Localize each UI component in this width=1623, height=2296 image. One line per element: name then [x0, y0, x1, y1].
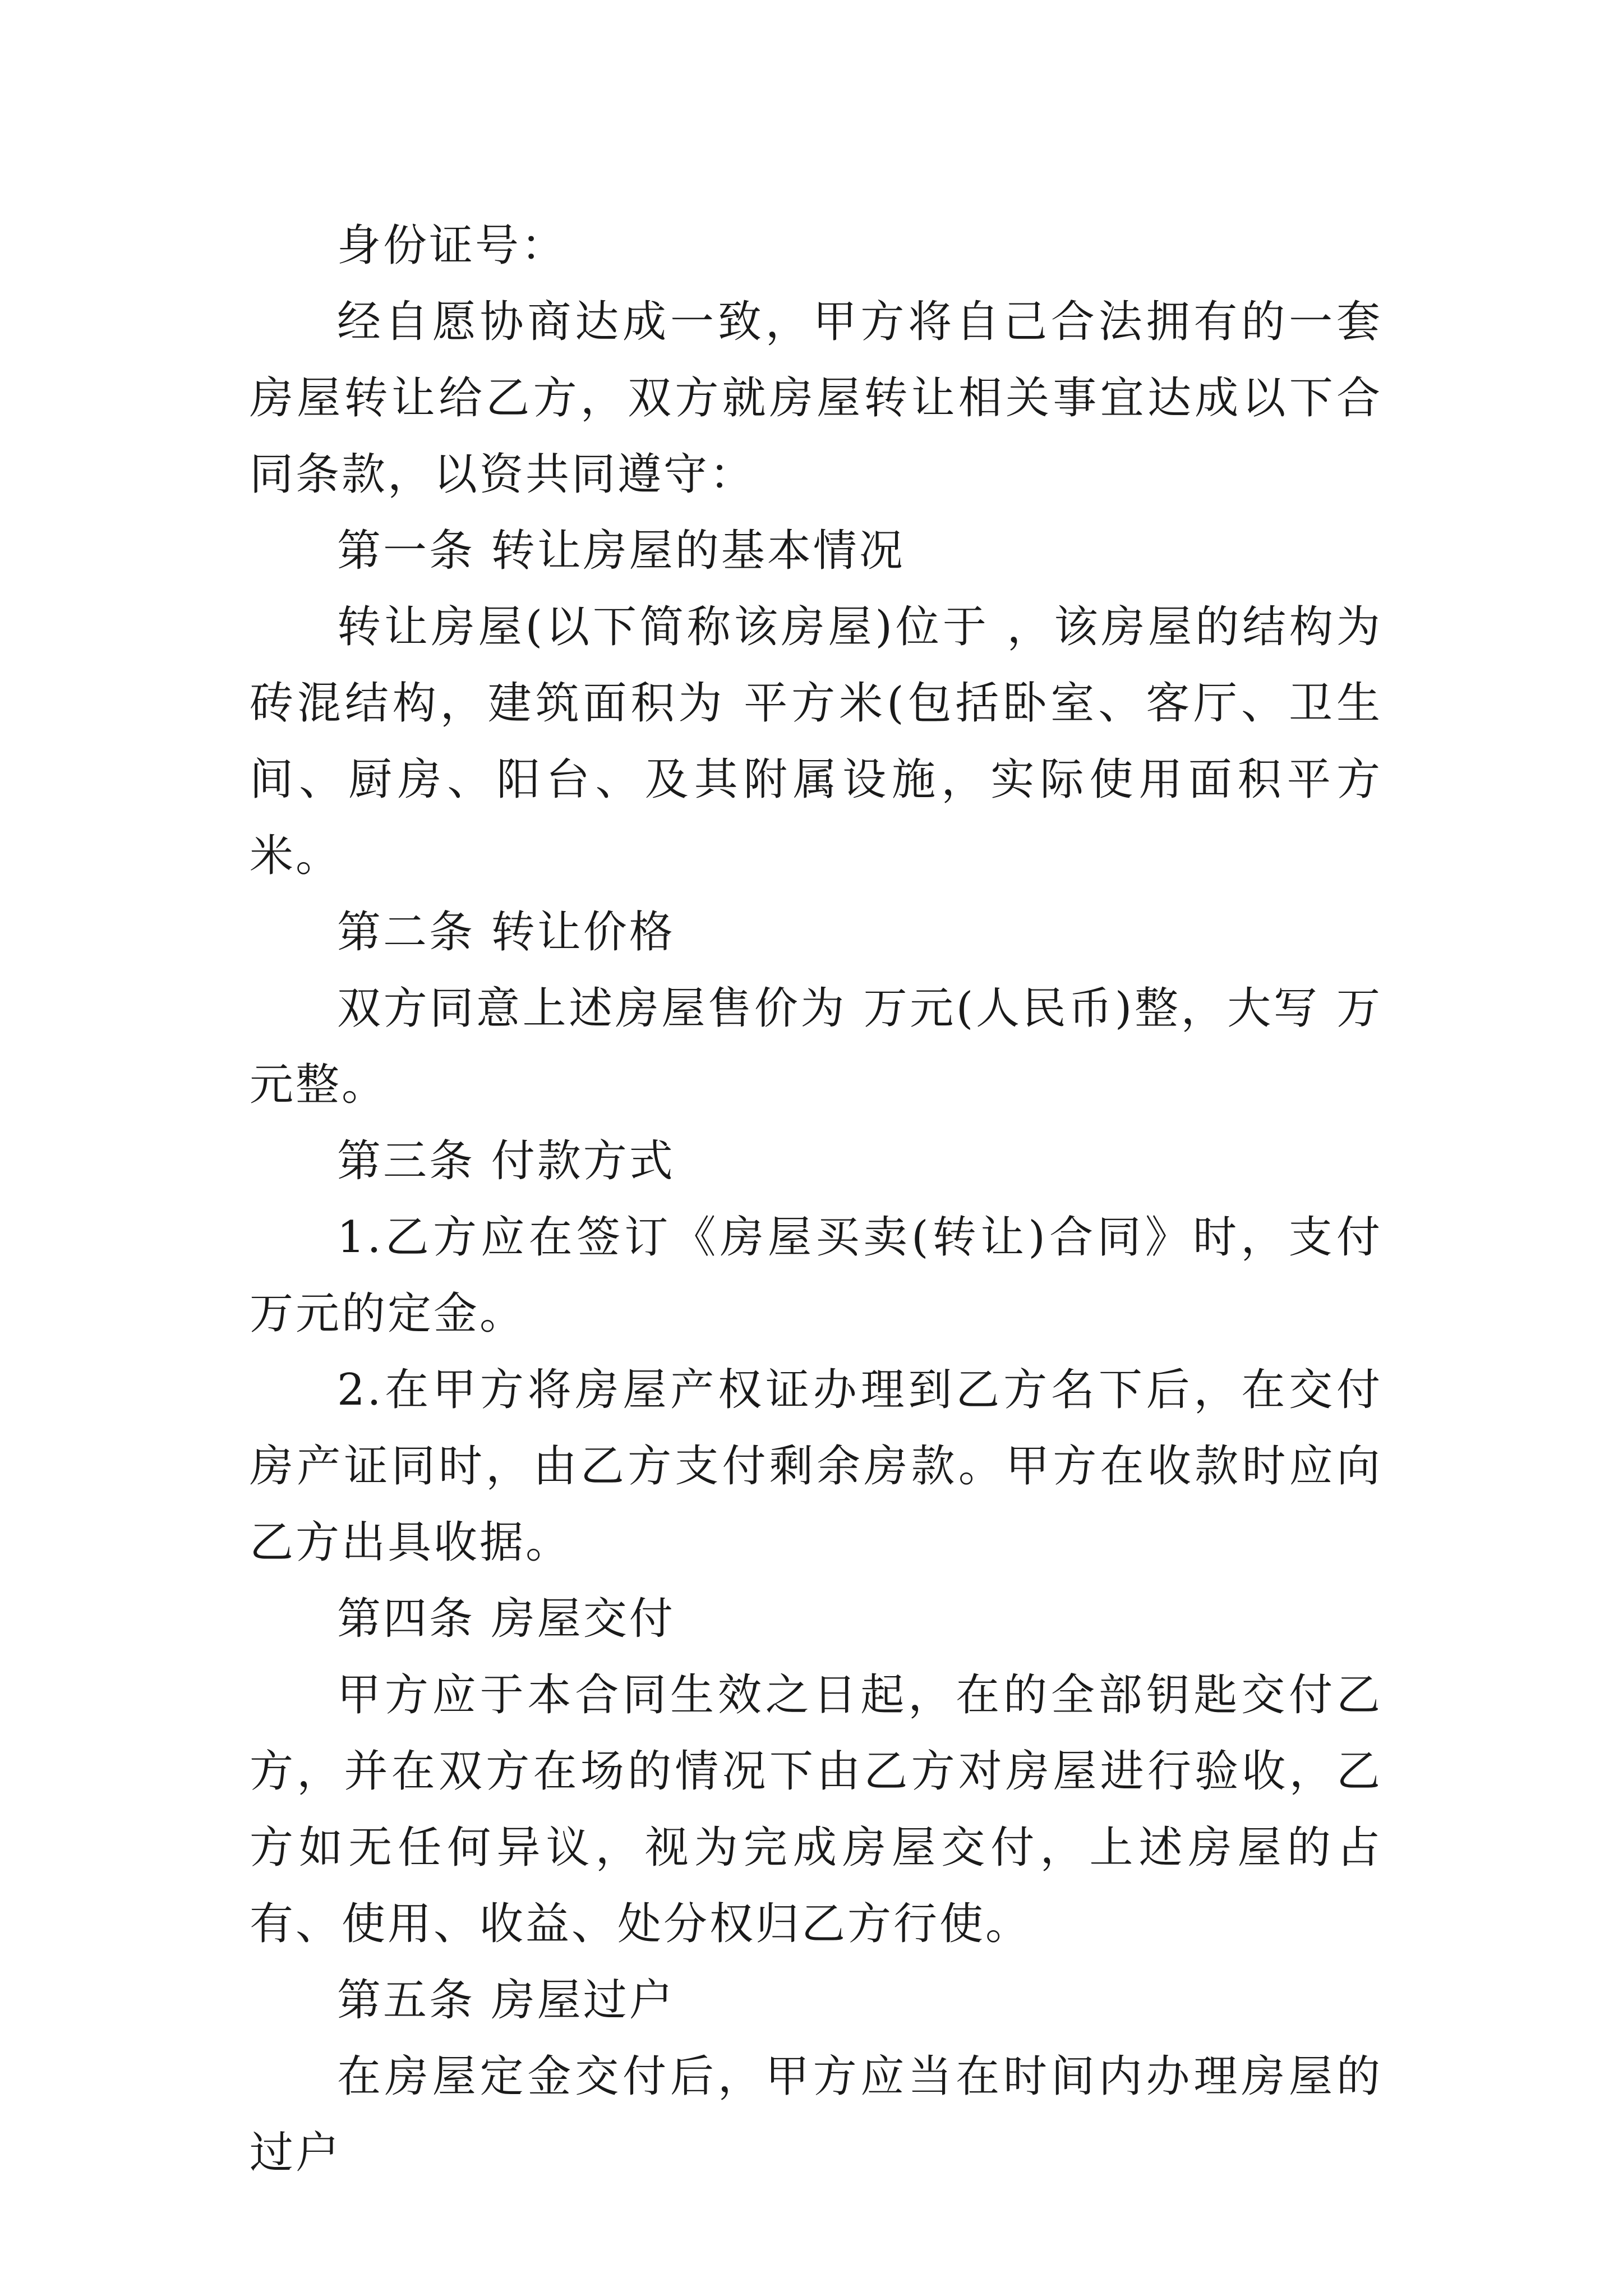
article-3-item-2: 2.在甲方将房屋产权证办理到乙方名下后，在交付房产证同时，由乙方支付剩余房款。甲方在收款时应向乙方出具收据。 [250, 1365, 1382, 1568]
article-2-heading: 第二条 转让价格 [337, 907, 675, 958]
preamble-paragraph: 经自愿协商达成一致，甲方将自己合法拥有的一套房屋转让给乙方，双方就房屋转让相关事宜达成以下合同条款，以资共同遵守： [250, 297, 1382, 500]
article-2-paragraph: 双方同意上述房屋售价为 万元(人民币)整，大写 万元整。 [250, 983, 1382, 1110]
article-5-paragraph: 在房屋定金交付后，甲方应当在时间内办理房屋的过户 [250, 2051, 1382, 2178]
article-1-heading: 第一条 转让房屋的基本情况 [337, 526, 905, 576]
article-4-paragraph: 甲方应于本合同生效之日起，在的全部钥匙交付乙方，并在双方在场的情况下由乙方对房屋进行验收，乙方如无任何异议，视为完成房屋交付，上述房屋的占有、使用、收益、处分权归乙方行使。 [250, 1670, 1382, 1949]
article-4-heading: 第四条 房屋交付 [337, 1594, 675, 1644]
article-3-item-1: 1.乙方应在签订《房屋买卖(转让)合同》时，支付万元的定金。 [250, 1212, 1382, 1339]
id-number-line: 身份证号： [337, 220, 568, 271]
article-1-paragraph: 转让房屋(以下简称该房屋)位于 ，该房屋的结构为砖混结构，建筑面积为 平方米(包括卧室、客厅、卫生间、厨房、阳台、及其附属设施，实际使用面积平方米。 [250, 602, 1382, 881]
article-5-heading: 第五条 房屋过户 [337, 1975, 675, 2026]
article-3-heading: 第三条 付款方式 [337, 1136, 675, 1186]
document-page [250, 208, 1382, 2191]
